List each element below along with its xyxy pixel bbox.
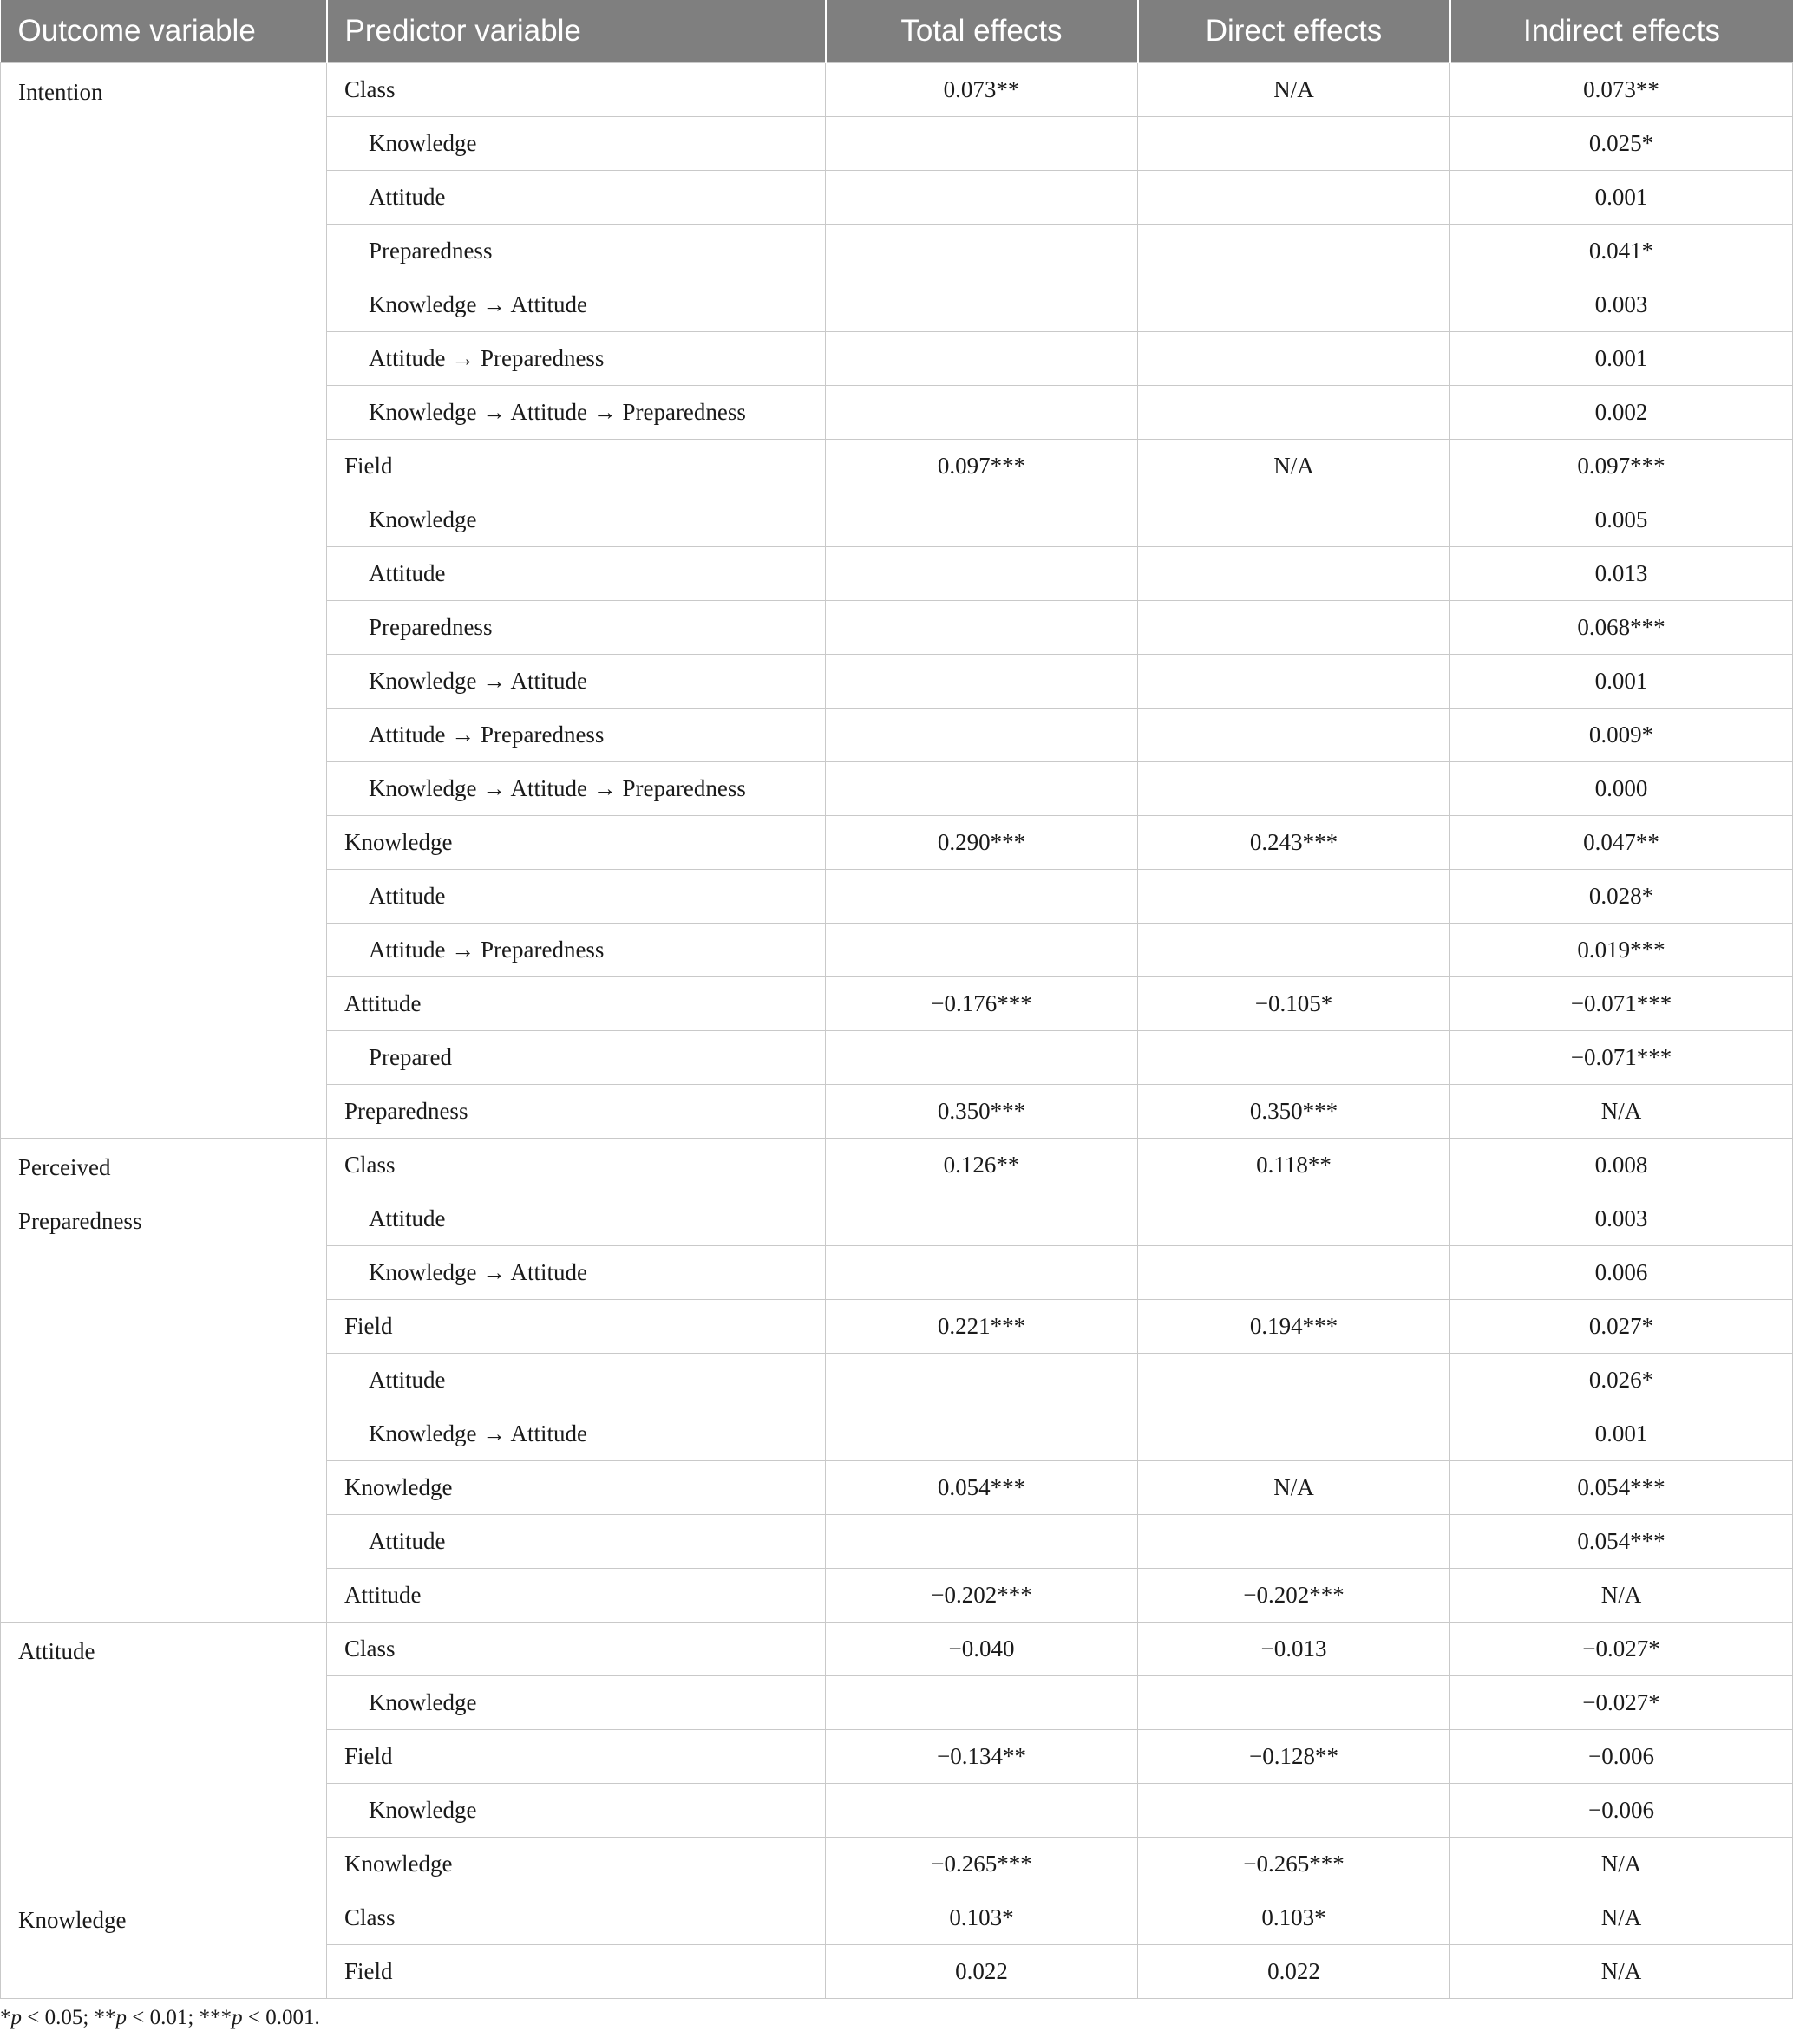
predictor-cell: Attitude	[327, 1514, 826, 1568]
outcome-cell	[1, 1622, 327, 1998]
direct-effect-cell	[1138, 170, 1450, 224]
predictor-cell: Class	[327, 1622, 826, 1675]
outcome-cell	[1, 1192, 327, 1622]
direct-effect-cell: −0.128**	[1138, 1729, 1450, 1783]
indirect-effect-cell: 0.001	[1450, 170, 1793, 224]
direct-effect-cell: −0.105*	[1138, 976, 1450, 1030]
direct-effect-cell	[1138, 869, 1450, 923]
footnote-t1: < 0.05; **	[22, 2006, 116, 2029]
predictor-cell: Attitude	[327, 546, 826, 600]
outcome-label: Attitude	[18, 1637, 95, 1664]
indirect-effect-cell: 0.003	[1450, 278, 1793, 331]
total-effect-cell	[826, 600, 1138, 654]
total-effect-cell	[826, 1030, 1138, 1084]
predictor-cell: Attitude → Preparedness	[327, 923, 826, 976]
indirect-effect-cell: 0.002	[1450, 385, 1793, 439]
predictor-cell: Knowledge	[327, 1783, 826, 1837]
predictor-cell: Field	[327, 1729, 826, 1783]
indirect-effect-cell: N/A	[1450, 1568, 1793, 1622]
predictor-cell: Class	[327, 1138, 826, 1192]
table-header-row	[1, 0, 1793, 62]
direct-effect-cell: 0.194***	[1138, 1299, 1450, 1353]
predictor-cell: Attitude	[327, 170, 826, 224]
predictor-cell: Prepared	[327, 1030, 826, 1084]
total-effect-cell	[826, 1353, 1138, 1407]
direct-effect-cell: 0.103*	[1138, 1891, 1450, 1944]
indirect-effect-cell: N/A	[1450, 1084, 1793, 1138]
predictor-cell: Class	[327, 62, 826, 116]
header-indirect-effects: Indirect effects	[1450, 0, 1793, 62]
total-effect-cell: 0.073**	[826, 62, 1138, 116]
header-predictor-variable: Predictor variable	[327, 0, 826, 62]
total-effect-cell: −0.134**	[826, 1729, 1138, 1783]
direct-effect-cell	[1138, 600, 1450, 654]
total-effect-cell	[826, 923, 1138, 976]
direct-effect-cell	[1138, 654, 1450, 708]
indirect-effect-cell: 0.047**	[1450, 815, 1793, 869]
total-effect-cell	[826, 170, 1138, 224]
total-effect-cell: 0.097***	[826, 439, 1138, 493]
direct-effect-cell	[1138, 278, 1450, 331]
predictor-cell: Field	[327, 439, 826, 493]
direct-effect-cell	[1138, 493, 1450, 546]
total-effect-cell	[826, 224, 1138, 278]
indirect-effect-cell: −0.006	[1450, 1783, 1793, 1837]
predictor-cell: Knowledge → Attitude	[327, 654, 826, 708]
indirect-effect-cell: 0.028*	[1450, 869, 1793, 923]
indirect-effect-cell: 0.041*	[1450, 224, 1793, 278]
direct-effect-cell	[1138, 546, 1450, 600]
direct-effect-cell: N/A	[1138, 439, 1450, 493]
indirect-effect-cell: 0.073**	[1450, 62, 1793, 116]
predictor-cell: Preparedness	[327, 1084, 826, 1138]
total-effect-cell	[826, 1245, 1138, 1299]
direct-effect-cell	[1138, 708, 1450, 761]
total-effect-cell	[826, 1407, 1138, 1460]
indirect-effect-cell: 0.005	[1450, 493, 1793, 546]
indirect-effect-cell: N/A	[1450, 1837, 1793, 1891]
total-effect-cell	[826, 116, 1138, 170]
table-row	[1, 1192, 1793, 1245]
outcome-label: Knowledge	[18, 1906, 127, 1933]
table-row	[1, 1622, 1793, 1675]
direct-effect-cell	[1138, 1192, 1450, 1245]
total-effect-cell: 0.290***	[826, 815, 1138, 869]
total-effect-cell	[826, 493, 1138, 546]
predictor-cell: Class	[327, 1891, 826, 1944]
direct-effect-cell: N/A	[1138, 1460, 1450, 1514]
direct-effect-cell: 0.243***	[1138, 815, 1450, 869]
total-effect-cell	[826, 1783, 1138, 1837]
direct-effect-cell	[1138, 1407, 1450, 1460]
footnote-p1: p	[10, 2006, 22, 2029]
indirect-effect-cell: 0.019***	[1450, 923, 1793, 976]
total-effect-cell	[826, 761, 1138, 815]
total-effect-cell	[826, 385, 1138, 439]
footnote-lead: *	[0, 2006, 11, 2029]
total-effect-cell	[826, 654, 1138, 708]
predictor-cell: Knowledge → Attitude → Preparedness	[327, 385, 826, 439]
predictor-cell: Attitude	[327, 976, 826, 1030]
indirect-effect-cell: −0.006	[1450, 1729, 1793, 1783]
table-body	[1, 62, 1793, 1998]
predictor-cell: Attitude	[327, 1353, 826, 1407]
predictor-cell: Knowledge → Attitude	[327, 278, 826, 331]
direct-effect-cell: −0.202***	[1138, 1568, 1450, 1622]
total-effect-cell	[826, 869, 1138, 923]
indirect-effect-cell: −0.027*	[1450, 1622, 1793, 1675]
direct-effect-cell: −0.265***	[1138, 1837, 1450, 1891]
predictor-cell: Attitude → Preparedness	[327, 708, 826, 761]
indirect-effect-cell: 0.054***	[1450, 1514, 1793, 1568]
predictor-cell: Field	[327, 1944, 826, 1998]
total-effect-cell: −0.265***	[826, 1837, 1138, 1891]
indirect-effect-cell: 0.000	[1450, 761, 1793, 815]
total-effect-cell: 0.221***	[826, 1299, 1138, 1353]
direct-effect-cell	[1138, 331, 1450, 385]
indirect-effect-cell: N/A	[1450, 1891, 1793, 1944]
indirect-effect-cell: 0.001	[1450, 331, 1793, 385]
direct-effect-cell	[1138, 116, 1450, 170]
table-row	[1, 1138, 1793, 1192]
direct-effect-cell	[1138, 385, 1450, 439]
header-outcome-variable: Outcome variable	[1, 0, 327, 62]
footnote-p3: p	[232, 2006, 243, 2029]
indirect-effect-cell: −0.027*	[1450, 1675, 1793, 1729]
total-effect-cell	[826, 1192, 1138, 1245]
indirect-effect-cell: 0.097***	[1450, 439, 1793, 493]
indirect-effect-cell: 0.026*	[1450, 1353, 1793, 1407]
predictor-cell: Preparedness	[327, 600, 826, 654]
footnote-t2: < 0.01; ***	[127, 2006, 232, 2029]
predictor-cell: Knowledge → Attitude	[327, 1245, 826, 1299]
predictor-cell: Knowledge	[327, 493, 826, 546]
total-effect-cell: −0.176***	[826, 976, 1138, 1030]
indirect-effect-cell: 0.009*	[1450, 708, 1793, 761]
direct-effect-cell	[1138, 1783, 1450, 1837]
predictor-cell: Knowledge	[327, 116, 826, 170]
predictor-cell: Attitude → Preparedness	[327, 331, 826, 385]
direct-effect-cell: 0.118**	[1138, 1138, 1450, 1192]
indirect-effect-cell: 0.027*	[1450, 1299, 1793, 1353]
indirect-effect-cell: 0.006	[1450, 1245, 1793, 1299]
direct-effect-cell: −0.013	[1138, 1622, 1450, 1675]
outcome-cell	[1, 62, 327, 1138]
indirect-effect-cell: 0.008	[1450, 1138, 1793, 1192]
indirect-effect-cell: N/A	[1450, 1944, 1793, 1998]
total-effect-cell	[826, 546, 1138, 600]
outcome-label: Preparedness	[18, 1207, 142, 1234]
total-effect-cell: −0.202***	[826, 1568, 1138, 1622]
predictor-cell: Attitude	[327, 1568, 826, 1622]
direct-effect-cell: 0.350***	[1138, 1084, 1450, 1138]
direct-effect-cell	[1138, 761, 1450, 815]
outcome-label: Perceived	[18, 1153, 111, 1180]
total-effect-cell: 0.022	[826, 1944, 1138, 1998]
predictor-cell: Knowledge	[327, 1460, 826, 1514]
indirect-effect-cell: 0.025*	[1450, 116, 1793, 170]
predictor-cell: Knowledge	[327, 815, 826, 869]
total-effect-cell	[826, 1675, 1138, 1729]
header-direct-effects: Direct effects	[1138, 0, 1450, 62]
table-row	[1, 62, 1793, 116]
indirect-effect-cell: 0.003	[1450, 1192, 1793, 1245]
direct-effect-cell	[1138, 224, 1450, 278]
direct-effect-cell: 0.022	[1138, 1944, 1450, 1998]
indirect-effect-cell: 0.001	[1450, 1407, 1793, 1460]
direct-effect-cell	[1138, 1353, 1450, 1407]
total-effect-cell	[826, 278, 1138, 331]
indirect-effect-cell: 0.013	[1450, 546, 1793, 600]
total-effect-cell: 0.103*	[826, 1891, 1138, 1944]
direct-effect-cell	[1138, 923, 1450, 976]
predictor-cell: Attitude	[327, 869, 826, 923]
indirect-effect-cell: −0.071***	[1450, 1030, 1793, 1084]
indirect-effect-cell: 0.068***	[1450, 600, 1793, 654]
significance-footnote	[0, 2006, 320, 2030]
predictor-cell: Knowledge	[327, 1837, 826, 1891]
predictor-cell: Knowledge	[327, 1675, 826, 1729]
predictor-cell: Knowledge → Attitude → Preparedness	[327, 761, 826, 815]
direct-effect-cell	[1138, 1514, 1450, 1568]
direct-effect-cell	[1138, 1675, 1450, 1729]
total-effect-cell: −0.040	[826, 1622, 1138, 1675]
direct-effect-cell: N/A	[1138, 62, 1450, 116]
footnote-t3: < 0.001.	[242, 2006, 320, 2029]
footnote-p2: p	[115, 2006, 128, 2029]
indirect-effect-cell: 0.001	[1450, 654, 1793, 708]
total-effect-cell	[826, 331, 1138, 385]
total-effect-cell: 0.054***	[826, 1460, 1138, 1514]
predictor-cell: Field	[327, 1299, 826, 1353]
indirect-effect-cell: 0.054***	[1450, 1460, 1793, 1514]
header-total-effects: Total effects	[826, 0, 1138, 62]
total-effect-cell	[826, 708, 1138, 761]
direct-effect-cell	[1138, 1030, 1450, 1084]
total-effect-cell: 0.126**	[826, 1138, 1138, 1192]
outcome-label: Intention	[18, 78, 103, 105]
predictor-cell: Knowledge → Attitude	[327, 1407, 826, 1460]
indirect-effect-cell: −0.071***	[1450, 976, 1793, 1030]
total-effect-cell	[826, 1514, 1138, 1568]
predictor-cell: Attitude	[327, 1192, 826, 1245]
predictor-cell: Preparedness	[327, 224, 826, 278]
direct-effect-cell	[1138, 1245, 1450, 1299]
outcome-cell	[1, 1138, 327, 1192]
total-effect-cell: 0.350***	[826, 1084, 1138, 1138]
